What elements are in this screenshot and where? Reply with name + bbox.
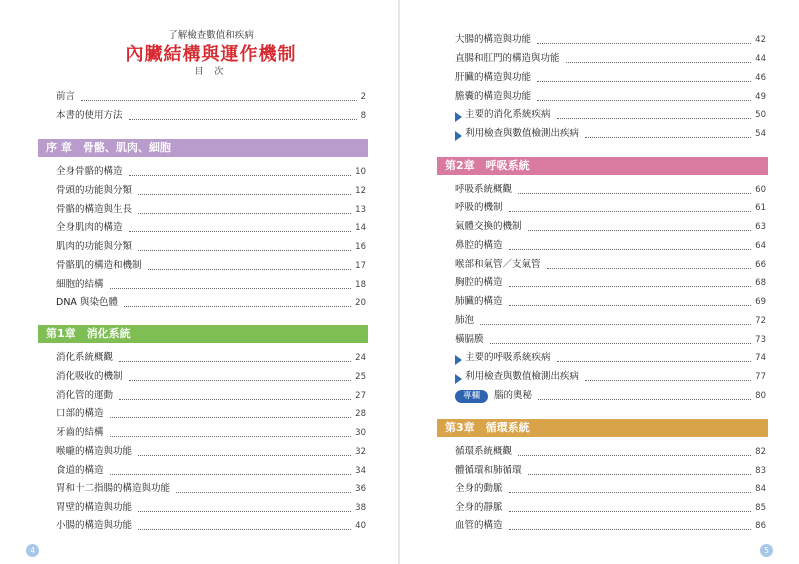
toc-entry[interactable]: [455, 445, 766, 459]
toc-entry[interactable]: [56, 259, 366, 273]
toc-entry-label: 肺臟的構造: [455, 296, 503, 307]
toc-entry-label: 骨頭的功能與分類: [56, 185, 133, 196]
toc-entry[interactable]: [455, 295, 766, 309]
dot-leader: [537, 99, 751, 101]
toc-entry-page: 30: [355, 428, 366, 438]
toc-entry-page: 84: [755, 484, 766, 494]
toc-entry[interactable]: [56, 482, 366, 496]
toc-entry-label: 利用檢查與數值檢測出疾病: [465, 371, 580, 382]
toc-entry-page: 50: [755, 110, 766, 120]
toc-entry-label: 胃和十二指腸的構造與功能: [56, 483, 171, 494]
toc-entry-label: 體循環和肺循環: [455, 465, 522, 476]
dot-leader: [138, 193, 351, 195]
toc-entry[interactable]: [455, 183, 766, 197]
toc-entry-label: 呼吸的機制: [455, 202, 503, 213]
toc-entry-page: 2: [360, 92, 366, 102]
toc-entry-label: 腦的奧秘: [494, 390, 533, 401]
toc-entry-page: 42: [755, 35, 766, 45]
toc-entry[interactable]: [455, 501, 766, 515]
toc-entry-page: 73: [755, 335, 766, 345]
toc-entry[interactable]: [56, 296, 366, 310]
toc-entry[interactable]: [455, 258, 766, 272]
dot-leader: [528, 473, 752, 475]
toc-entry[interactable]: [56, 278, 366, 292]
toc-entry[interactable]: [455, 482, 766, 496]
toc-entry[interactable]: [56, 184, 366, 198]
dot-leader: [110, 473, 352, 475]
toc-entry-page: 69: [755, 297, 766, 307]
toc-entry-label: 喉部和氣管／支氣管: [455, 259, 541, 270]
dot-leader: [110, 416, 352, 418]
dot-leader: [138, 510, 351, 512]
toc-entry-page: 74: [755, 353, 766, 363]
toc-entry-label: 消化管的運動: [56, 390, 114, 401]
toc-entry[interactable]: [455, 33, 766, 47]
toc-entry-page: 12: [355, 186, 366, 196]
toc-entry-label: 細胞的結構: [56, 279, 104, 290]
dot-leader: [518, 192, 751, 194]
toc-entry-label: 消化系統概觀: [56, 352, 114, 363]
toc-entry-label: 骨骼肌的構造和機制: [56, 260, 142, 271]
toc-entry-page: 63: [755, 222, 766, 232]
toc-entry-label: 膽囊的構造與功能: [455, 91, 532, 102]
dot-leader: [119, 398, 351, 400]
dot-leader: [129, 174, 352, 176]
toc-entry-label: 肺泡: [455, 315, 475, 326]
toc-entry-page: 32: [355, 447, 366, 457]
book-subtitle: 了解檢查數值和疾病: [168, 30, 254, 41]
dot-leader: [547, 267, 752, 269]
dot-leader: [509, 491, 752, 493]
toc-entry-label: 全身肌肉的構造: [56, 222, 123, 233]
toc-entry[interactable]: [455, 351, 766, 365]
dot-leader: [138, 212, 351, 214]
toc-entry[interactable]: [56, 407, 366, 421]
triangle-bullet-icon: [455, 355, 462, 365]
toc-entry-page: 72: [755, 316, 766, 326]
toc-entry-page: 14: [355, 223, 366, 233]
toc-entry-label: 鼻腔的構造: [455, 240, 503, 251]
toc-entry[interactable]: [56, 221, 366, 235]
toc-entry-label: 骨骼的構造與生長: [56, 204, 133, 215]
toc-entry-label: 利用檢查與數值檢測出疾病: [465, 128, 580, 139]
page-number-right: 5: [760, 544, 773, 557]
dot-leader: [129, 379, 352, 381]
dot-leader: [110, 435, 352, 437]
toc-entry-page: 8: [360, 111, 366, 121]
toc-entry-page: 61: [755, 203, 766, 213]
toc-entry-label: 全身的靜脈: [455, 502, 503, 513]
toc-entry[interactable]: [56, 165, 366, 179]
toc-entry-label: 食道的構造: [56, 465, 104, 476]
toc-entry-label: 前言: [56, 91, 76, 102]
toc-entry-label: 呼吸系統概觀: [455, 184, 513, 195]
toc-entry-label: 喉嚨的構造與功能: [56, 446, 133, 457]
toc-entry-page: 17: [355, 261, 366, 271]
dot-leader: [509, 304, 752, 306]
dot-leader: [138, 249, 351, 251]
triangle-bullet-icon: [455, 131, 462, 141]
dot-leader: [557, 360, 752, 362]
toc-entry[interactable]: [455, 464, 766, 478]
toc-entry[interactable]: [56, 445, 366, 459]
toc-entry-label: 肌肉的功能與分類: [56, 241, 133, 252]
toc-entry[interactable]: [56, 426, 366, 440]
toc-entry[interactable]: [455, 333, 766, 347]
toc-entry[interactable]: [455, 276, 766, 290]
dot-leader: [538, 398, 751, 400]
toc-entry[interactable]: [56, 464, 366, 478]
left-page: [0, 0, 399, 564]
toc-entry[interactable]: [56, 109, 366, 123]
toc-entry-label: 小腸的構造與功能: [56, 520, 133, 531]
chapter3-heading: 第3章 循環系統: [437, 419, 768, 437]
toc-entry-label: 牙齒的結構: [56, 427, 104, 438]
toc-entry-label: 肝臟的構造與功能: [455, 72, 532, 83]
toc-entry[interactable]: [455, 389, 766, 403]
toc-entry-page: 77: [755, 372, 766, 382]
toc-entry-label: 本書的使用方法: [56, 110, 123, 121]
triangle-bullet-icon: [455, 374, 462, 384]
toc-entry-page: 66: [755, 260, 766, 270]
toc-entry[interactable]: [56, 240, 366, 254]
toc-entry[interactable]: [56, 519, 366, 533]
dot-leader: [176, 491, 351, 493]
toc-entry-page: 20: [355, 298, 366, 308]
dot-leader: [585, 379, 751, 381]
book-title: 內臟結構與運作機制: [125, 44, 297, 65]
toc-entry-label: 全身骨骼的構造: [56, 166, 123, 177]
toc-entry-label: 口部的構造: [56, 408, 104, 419]
toc-entry-page: 83: [755, 466, 766, 476]
toc-entry-page: 85: [755, 503, 766, 513]
toc-entry-page: 24: [355, 353, 366, 363]
toc-entry-page: 16: [355, 242, 366, 252]
dot-leader: [148, 268, 352, 270]
toc-entry-label: 血管的構造: [455, 520, 503, 531]
dot-leader: [81, 99, 357, 101]
dot-leader: [129, 230, 352, 232]
column-badge: 專欄: [455, 390, 488, 403]
dot-leader: [480, 323, 751, 325]
toc-entry[interactable]: [455, 52, 766, 66]
toc-entry-page: 49: [755, 92, 766, 102]
toc-entry[interactable]: [455, 239, 766, 253]
toc-entry-page: 25: [355, 372, 366, 382]
toc-entry[interactable]: [455, 220, 766, 234]
toc-entry-label: 主要的消化系統疾病: [465, 109, 551, 120]
toc-entry[interactable]: [56, 501, 366, 515]
toc-entry-page: 18: [355, 280, 366, 290]
triangle-bullet-icon: [455, 112, 462, 122]
dot-leader: [509, 510, 752, 512]
toc-entry-page: 44: [755, 54, 766, 64]
toc-entry[interactable]: [455, 71, 766, 85]
dot-leader: [490, 342, 752, 344]
toc-entry-page: 64: [755, 241, 766, 251]
toc-entry-label: 循環系統概觀: [455, 446, 513, 457]
toc-entry-label: DNA 與染色體: [56, 297, 118, 308]
toc-entry[interactable]: [455, 314, 766, 328]
toc-entry-page: 60: [755, 185, 766, 195]
dot-leader: [110, 287, 352, 289]
dot-leader: [537, 80, 751, 82]
toc-entry[interactable]: [56, 203, 366, 217]
toc-entry-label: 主要的呼吸系統疾病: [465, 352, 551, 363]
toc-entry-page: 10: [355, 167, 366, 177]
dot-leader: [585, 136, 751, 138]
toc-entry-page: 28: [355, 409, 366, 419]
chapter1-heading: 第1章 消化系統: [38, 325, 368, 343]
toc-entry[interactable]: [56, 370, 366, 384]
toc-entry[interactable]: [56, 90, 366, 104]
dot-leader: [119, 360, 351, 362]
toc-entry-label: 消化吸收的機制: [56, 371, 123, 382]
dot-leader: [509, 210, 752, 212]
toc-entry[interactable]: [455, 108, 766, 122]
toc-entry-page: 86: [755, 521, 766, 531]
toc-entry[interactable]: [455, 127, 766, 141]
dot-leader: [566, 61, 752, 63]
toc-entry[interactable]: [455, 519, 766, 533]
dot-leader: [509, 248, 752, 250]
toc-label: 目 次: [194, 67, 228, 77]
toc-entry-page: 27: [355, 391, 366, 401]
dot-leader: [124, 305, 351, 307]
toc-entry-page: 36: [355, 484, 366, 494]
toc-entry-page: 38: [355, 503, 366, 513]
toc-entry[interactable]: [455, 370, 766, 384]
prologue-heading: 序 章 骨骼、肌肉、細胞: [38, 139, 368, 157]
toc-entry-page: 40: [355, 521, 366, 531]
page-number-left: 4: [26, 544, 39, 557]
toc-entry-label: 大腸的構造與功能: [455, 34, 532, 45]
dot-leader: [557, 117, 752, 119]
toc-entry-page: 54: [755, 129, 766, 139]
toc-entry-label: 全身的動脈: [455, 483, 503, 494]
dot-leader: [509, 528, 752, 530]
dot-leader: [138, 528, 351, 530]
toc-entry[interactable]: [56, 389, 366, 403]
toc-entry-page: 13: [355, 205, 366, 215]
toc-entry-page: 80: [755, 391, 766, 401]
dot-leader: [129, 118, 357, 120]
toc-entry[interactable]: [455, 201, 766, 215]
toc-entry[interactable]: [455, 90, 766, 104]
toc-entry-label: 直腸和肛門的構造與功能: [455, 53, 560, 64]
chapter2-heading: 第2章 呼吸系統: [437, 157, 768, 175]
toc-entry-label: 胃壁的構造與功能: [56, 502, 133, 513]
toc-entry-page: 46: [755, 73, 766, 83]
dot-leader: [528, 229, 752, 231]
toc-entry-label: 氣體交換的機制: [455, 221, 522, 232]
dot-leader: [537, 42, 751, 44]
dot-leader: [518, 454, 751, 456]
toc-entry-page: 68: [755, 278, 766, 288]
toc-entry-label: 胸腔的構造: [455, 277, 503, 288]
dot-leader: [509, 285, 752, 287]
dot-leader: [138, 454, 351, 456]
toc-entry-label: 橫膈膜: [455, 334, 484, 345]
toc-entry-page: 82: [755, 447, 766, 457]
toc-entry[interactable]: [56, 351, 366, 365]
toc-entry-page: 34: [355, 466, 366, 476]
